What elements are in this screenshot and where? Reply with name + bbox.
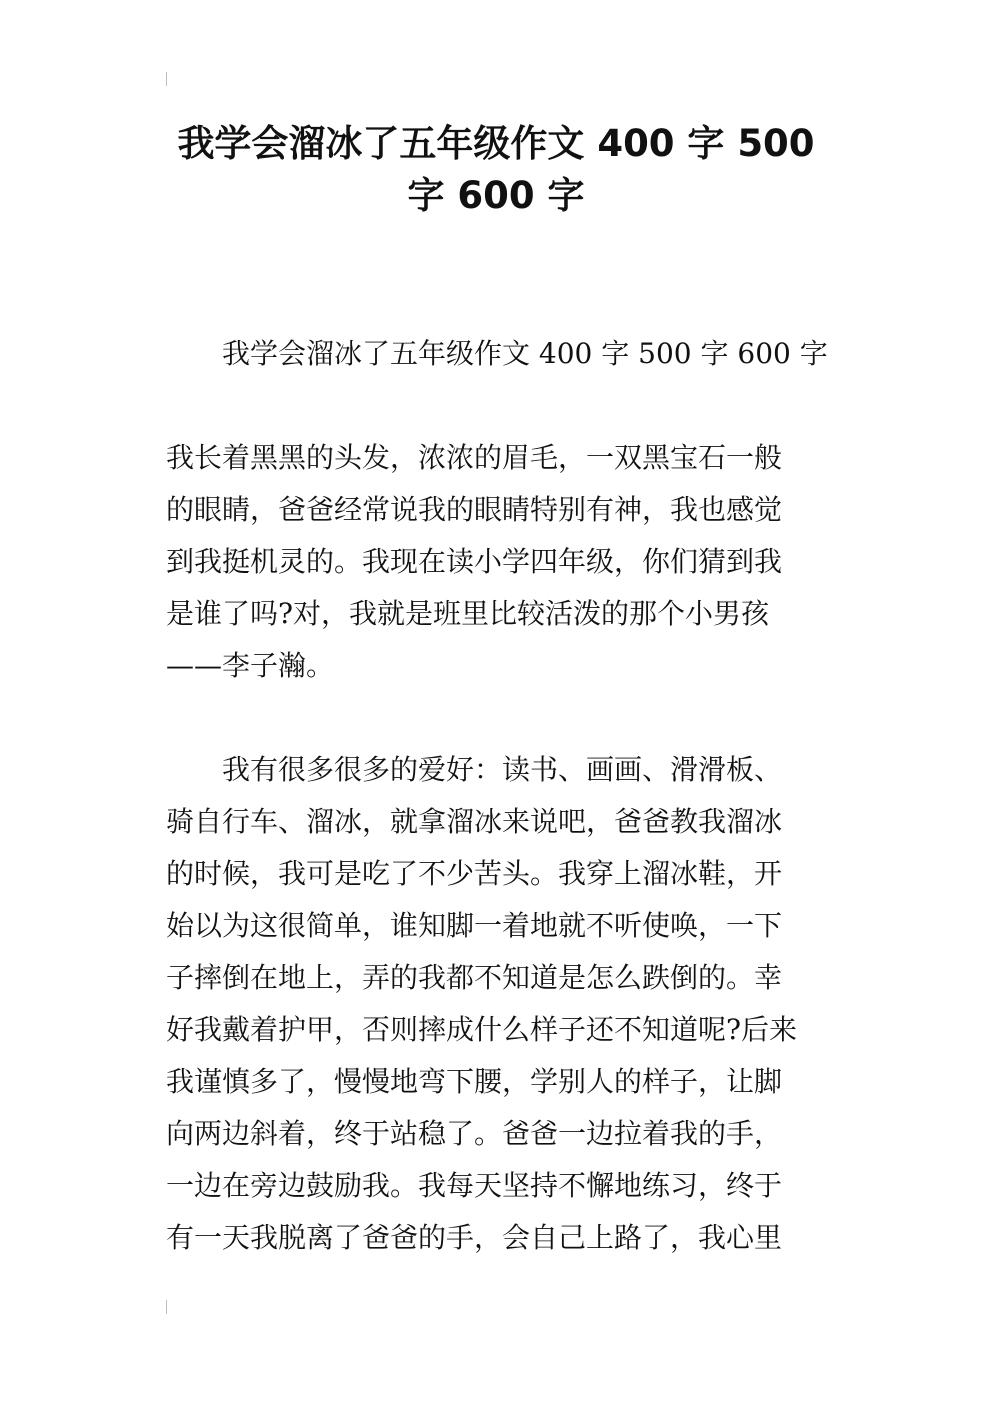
paragraph-line: 我长着黑黑的头发，浓浓的眉毛，一双黑宝石一般 — [166, 441, 783, 474]
paragraph-line: 始以为这很简单，谁知脚一着地就不听使唤，一下 — [166, 909, 783, 942]
paragraph-line: 向两边斜着，终于站稳了。爸爸一边拉着我的手， — [166, 1117, 783, 1150]
subtitle-line: 我学会溜冰了五年级作文 400 字 500 字 600 字 — [222, 337, 828, 370]
paragraph-line: ——李子瀚。 — [166, 649, 335, 682]
document-title — [150, 118, 842, 222]
paragraph-line: 的眼睛，爸爸经常说我的眼睛特别有神，我也感觉 — [166, 493, 783, 526]
title-line: 我学会溜冰了五年级作文 400 字 500 — [177, 122, 815, 165]
paragraph-line: 有一天我脱离了爸爸的手，会自己上路了，我心里 — [166, 1221, 783, 1254]
paragraph-line: 到我挺机灵的。我现在读小学四年级，你们猜到我 — [166, 545, 783, 578]
paragraph-2 — [166, 744, 830, 1264]
document-subtitle — [166, 328, 830, 380]
paragraph-line: 一边在旁边鼓励我。我每天坚持不懈地练习，终于 — [166, 1169, 783, 1202]
paragraph-line: 是谁了吗?对，我就是班里比较活泼的那个小男孩 — [166, 597, 770, 630]
page-corner-mark-top — [166, 72, 167, 86]
paragraph-line: 子摔倒在地上，弄的我都不知道是怎么跌倒的。幸 — [166, 961, 783, 994]
page-corner-mark-bottom — [166, 1300, 167, 1314]
title-line: 字 600 字 — [407, 174, 585, 217]
paragraph-line: 我谨慎多了，慢慢地弯下腰，学别人的样子，让脚 — [166, 1065, 783, 1098]
paragraph-line: 的时候，我可是吃了不少苦头。我穿上溜冰鞋，开 — [166, 857, 783, 890]
paragraph-line: 好我戴着护甲，否则摔成什么样子还不知道呢?后来 — [166, 1013, 798, 1046]
paragraph-line: 骑自行车、溜冰，就拿溜冰来说吧，爸爸教我溜冰 — [166, 805, 783, 838]
paragraph-line: 我有很多很多的爱好：读书、画画、滑滑板、 — [222, 753, 783, 786]
paragraph-1 — [166, 432, 830, 692]
